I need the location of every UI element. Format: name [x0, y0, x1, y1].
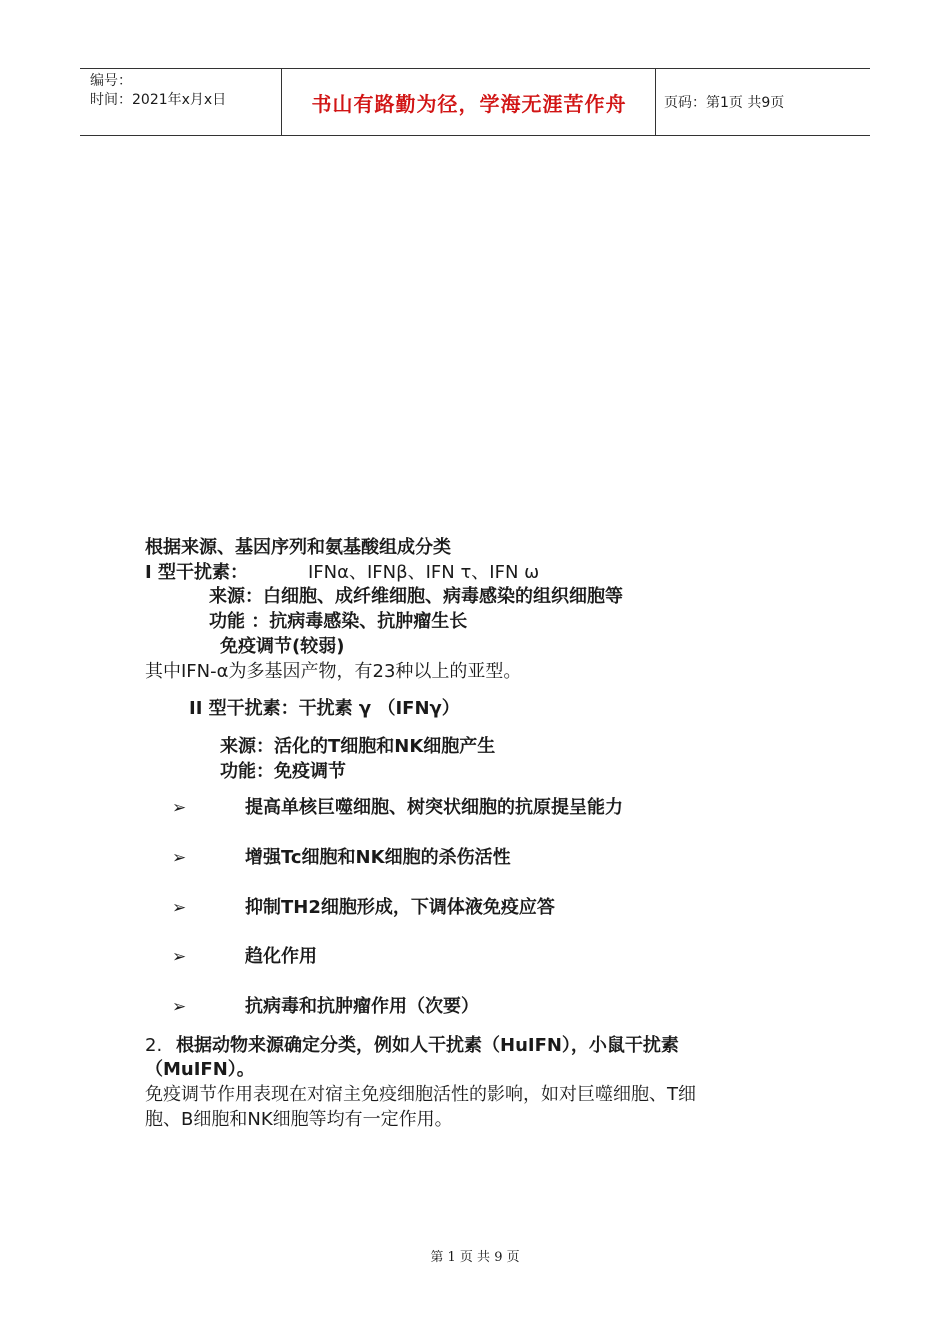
type2-function: 功能：免疫调节	[220, 761, 346, 782]
classification-title: 根据来源、基因序列和氨基酸组成分类	[145, 537, 451, 558]
item2-text-continued: （MuIFN）。	[145, 1059, 255, 1080]
list-item: 趋化作用	[245, 946, 317, 967]
type2-title: II 型干扰素：干扰素 γ （IFNγ）	[189, 698, 460, 719]
type1-function-immune: 免疫调节(较弱)	[220, 636, 345, 657]
document-date: 时间：2021年x月x日	[90, 92, 227, 108]
page-footer: 第 1 页 共 9 页	[430, 1250, 520, 1265]
header-motto: 书山有路勤为径，学海无涯苦作舟	[283, 69, 656, 135]
immune-paragraph-line2: 胞、B细胞和NK细胞等均有一定作用。	[145, 1109, 453, 1130]
bullet-arrow-icon: ➢	[172, 798, 187, 818]
list-item: 增强Tc细胞和NK细胞的杀伤活性	[245, 847, 511, 868]
header-meta	[80, 69, 282, 135]
item2-number: 2.	[145, 1035, 163, 1056]
list-item: 抑制TH2细胞形成，下调体液免疫应答	[245, 897, 555, 918]
bullet-arrow-icon: ➢	[172, 898, 187, 918]
bullet-arrow-icon: ➢	[172, 997, 187, 1017]
immune-paragraph-line1: 免疫调节作用表现在对宿主免疫细胞活性的影响，如对巨噬细胞、T细	[145, 1084, 696, 1105]
type1-members: IFNα、IFNβ、IFN τ、IFN ω	[308, 562, 540, 583]
item2-text: 根据动物来源确定分类，例如人干扰素（HuIFN），小鼠干扰素	[176, 1035, 679, 1056]
list-item: 提高单核巨噬细胞、树突状细胞的抗原提呈能力	[245, 797, 623, 818]
type1-function: 功能 ：抗病毒感染、抗肿瘤生长	[209, 611, 468, 632]
document-number: 编号：	[90, 73, 132, 89]
type1-label: I 型干扰素：	[145, 562, 248, 583]
bullet-arrow-icon: ➢	[172, 848, 187, 868]
type1-source: 来源：白细胞、成纤维细胞、病毒感染的组织细胞等	[209, 586, 623, 607]
bullet-arrow-icon: ➢	[172, 947, 187, 967]
header-page-number: 页码：第1页 共9页	[664, 95, 785, 111]
ifn-alpha-note: 其中IFN-α为多基因产物，有23种以上的亚型。	[145, 661, 522, 682]
list-item: 抗病毒和抗肿瘤作用（次要）	[245, 996, 479, 1017]
type2-source: 来源：活化的T细胞和NK细胞产生	[220, 736, 496, 757]
document-header	[80, 68, 870, 136]
